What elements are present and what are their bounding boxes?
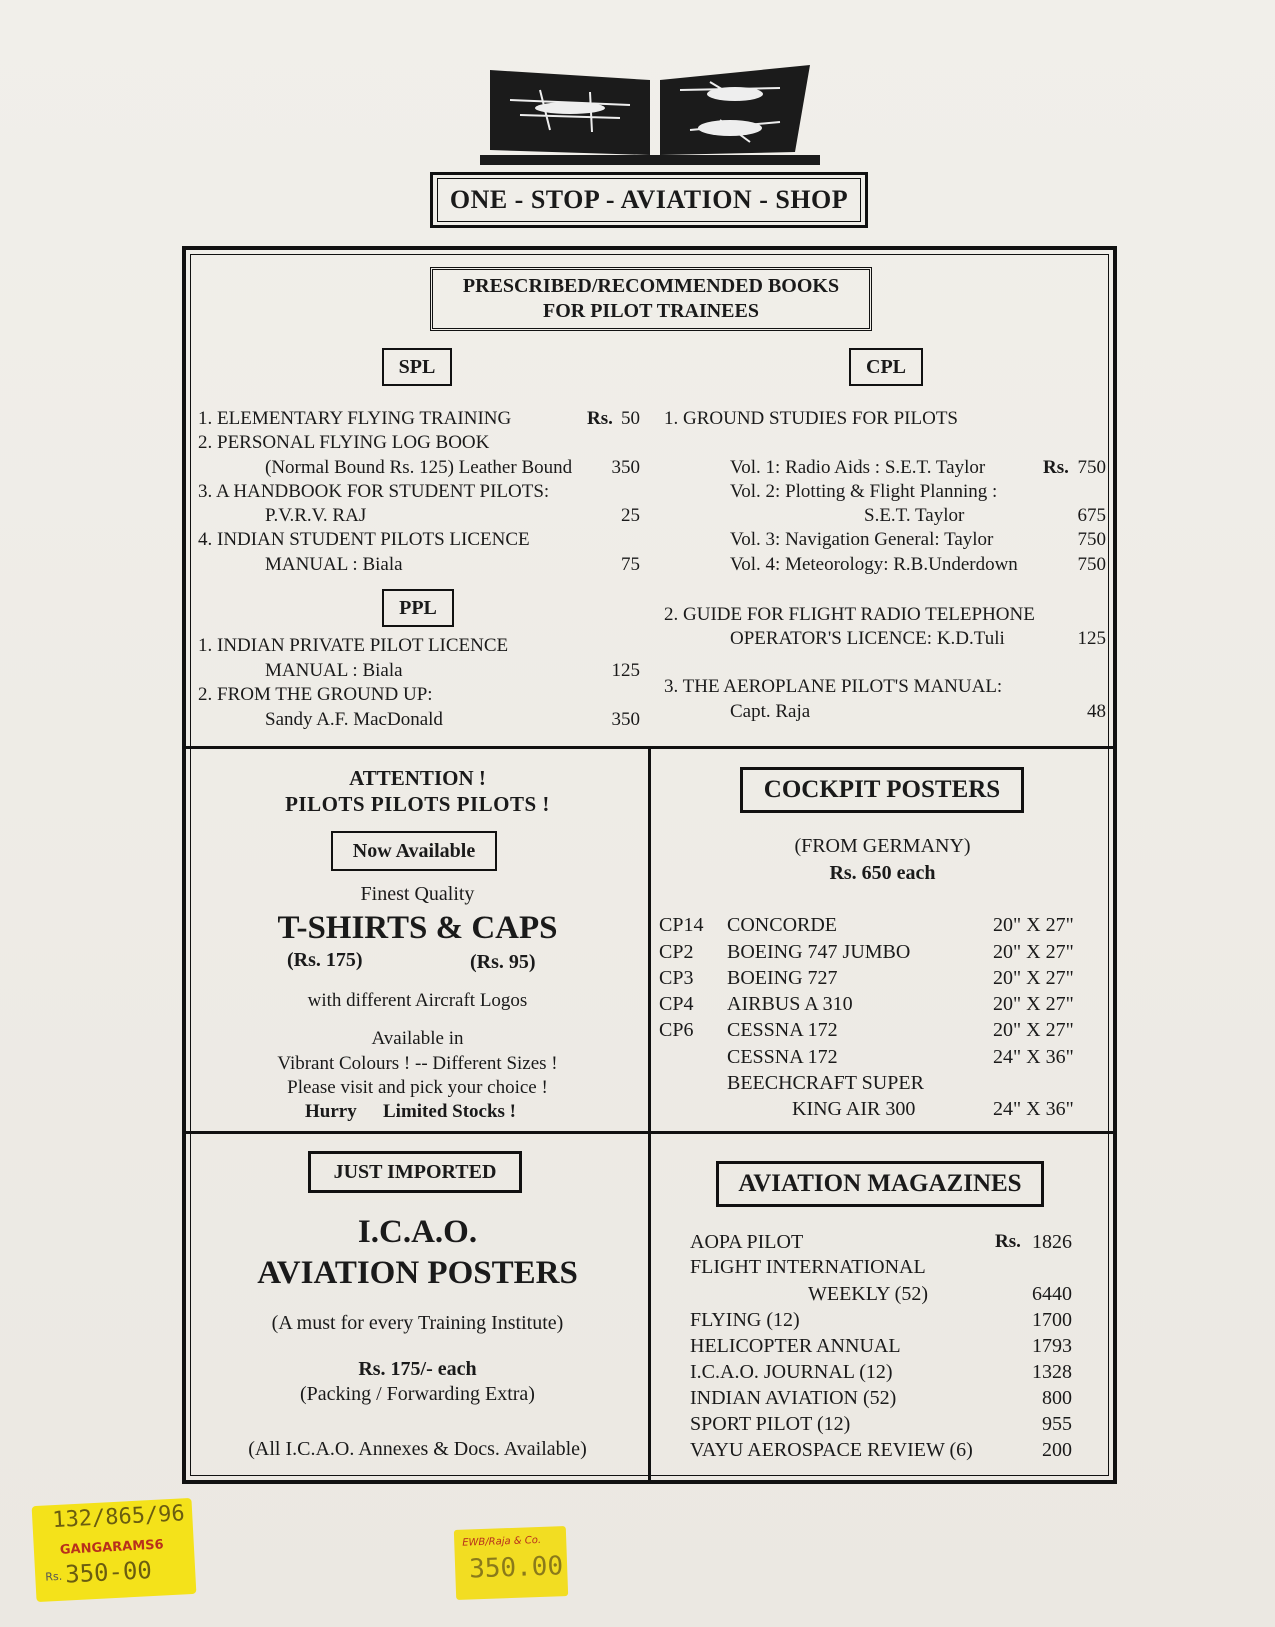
cpl-item-2: 2. GUIDE FOR FLIGHT RADIO TELEPHONE — [664, 604, 1035, 625]
cpl-item-2b: OPERATOR'S LICENCE: K.D.Tuli — [730, 628, 1005, 649]
spl-item-3: 3. A HANDBOOK FOR STUDENT PILOTS: — [198, 481, 550, 502]
cpl-label: CPL — [849, 348, 923, 386]
now-available-box: Now Available — [331, 831, 497, 871]
magazine-name: VAYU AEROSPACE REVIEW (6) — [690, 1439, 973, 1461]
poster-size: 20" X 27" — [993, 967, 1074, 989]
poster-name: KING AIR 300 — [792, 1098, 916, 1120]
spl-price-3: 25 — [621, 505, 640, 526]
magazine-price: 955 — [1042, 1413, 1072, 1435]
poster-size: 20" X 27" — [993, 1019, 1074, 1041]
magazine-price: 800 — [1042, 1387, 1072, 1409]
magazine-name: AOPA PILOT — [690, 1231, 804, 1253]
books-title-box — [430, 267, 872, 331]
price-sticker — [32, 1498, 197, 1602]
ppl-item-1b: MANUAL : Biala — [265, 660, 403, 681]
sticker-rs: Rs. — [44, 1569, 63, 1584]
mag-rs-prefix: Rs. — [995, 1231, 1021, 1252]
icao-annexes: (All I.C.A.O. Annexes & Docs. Available) — [248, 1438, 587, 1460]
magazine-price: 1700 — [1032, 1309, 1072, 1331]
sticker2-store: EWB/Raja & Co. — [462, 1534, 542, 1549]
tshirts-headline: T-SHIRTS & CAPS — [277, 910, 558, 946]
magazine-price: 6440 — [1032, 1283, 1072, 1305]
ppl-item-2b: Sandy A.F. MacDonald — [265, 709, 443, 730]
price-sticker-2 — [454, 1526, 568, 1600]
cpl-vol-2b: S.E.T. Taylor — [864, 505, 965, 526]
rs-prefix: Rs. — [587, 408, 613, 429]
shop-title-box — [430, 172, 868, 228]
poster-code: CP14 — [659, 914, 704, 936]
icao-line2: AVIATION POSTERS — [257, 1255, 578, 1291]
divider-vertical — [648, 746, 651, 1480]
ppl-item-1: 1. INDIAN PRIVATE PILOT LICENCE — [198, 635, 509, 656]
visit-text: Please visit and pick your choice ! — [287, 1077, 548, 1098]
cpl-vol-2-price: 675 — [1077, 505, 1106, 526]
poster-name: BEECHCRAFT SUPER — [727, 1072, 924, 1094]
poster-code: CP3 — [659, 967, 694, 989]
poster-code: CP2 — [659, 941, 694, 963]
limited-stocks: Limited Stocks ! — [383, 1101, 516, 1122]
poster-name: CONCORDE — [727, 914, 838, 936]
spl-item-3b: P.V.R.V. RAJ — [265, 505, 367, 526]
cpl-vol-2: Vol. 2: Plotting & Flight Planning : — [730, 481, 998, 502]
posters-origin: (FROM GERMANY) — [794, 835, 971, 857]
poster-size: 24" X 36" — [993, 1046, 1074, 1068]
icao-price: Rs. 175/- each — [358, 1358, 477, 1380]
magazine-price: 200 — [1042, 1439, 1072, 1461]
poster-name: CESSNA 172 — [727, 1046, 838, 1068]
icao-packing: (Packing / Forwarding Extra) — [300, 1383, 535, 1405]
magazine-name: WEEKLY (52) — [808, 1283, 928, 1305]
poster-name: AIRBUS A 310 — [727, 993, 853, 1015]
spl-item-1: 1. ELEMENTARY FLYING TRAINING — [198, 408, 512, 429]
tshirt-price: (Rs. 175) — [287, 949, 363, 971]
icao-must: (A must for every Training Institute) — [271, 1312, 564, 1334]
magazine-name: FLYING (12) — [690, 1309, 800, 1331]
magazine-price: 1328 — [1032, 1361, 1072, 1383]
magazine-name: INDIAN AVIATION (52) — [690, 1387, 897, 1409]
available-in: Available in — [371, 1028, 464, 1049]
rs-prefix-cpl: Rs. — [1043, 457, 1069, 478]
cpl-vol-4-price: 750 — [1077, 554, 1106, 575]
sticker-store: GANGARAMS6 — [59, 1537, 164, 1558]
cpl-item-2-price: 125 — [1077, 628, 1106, 649]
cpl-item-3: 3. THE AEROPLANE PILOT'S MANUAL: — [664, 676, 1003, 697]
spl-price-1: 50 — [621, 408, 640, 429]
magazine-price: 1793 — [1032, 1335, 1072, 1357]
cpl-vol-1: Vol. 1: Radio Aids : S.E.T. Taylor — [730, 457, 986, 478]
spl-price-2: 350 — [611, 457, 640, 478]
pilots-text: PILOTS PILOTS PILOTS ! — [285, 792, 550, 816]
spl-item-4b: MANUAL : Biala — [265, 554, 403, 575]
cpl-vol-1-price: 750 — [1077, 457, 1106, 478]
spl-item-2: 2. PERSONAL FLYING LOG BOOK — [198, 432, 490, 453]
books-title-line2: FOR PILOT TRAINEES — [543, 300, 759, 322]
hurry-text: Hurry — [305, 1101, 357, 1122]
finest-quality: Finest Quality — [360, 883, 475, 905]
poster-size: 24" X 36" — [993, 1098, 1074, 1120]
cpl-item-3-price: 48 — [1087, 701, 1106, 722]
aviation-magazines-title: AVIATION MAGAZINES — [716, 1161, 1044, 1207]
poster-name: CESSNA 172 — [727, 1019, 838, 1041]
poster-code: CP6 — [659, 1019, 694, 1041]
magazine-name: HELICOPTER ANNUAL — [690, 1335, 901, 1357]
poster-name: BOEING 747 JUMBO — [727, 941, 911, 963]
aircraft-logos: with different Aircraft Logos — [307, 990, 528, 1011]
cockpit-posters-title: COCKPIT POSTERS — [740, 767, 1024, 813]
sticker2-price: 350.00 — [468, 1551, 564, 1585]
shop-title: ONE - STOP - AVIATION - SHOP — [437, 178, 861, 222]
ppl-label: PPL — [382, 589, 454, 627]
cpl-item-1: 1. GROUND STUDIES FOR PILOTS — [664, 408, 958, 429]
vibrant-colours: Vibrant Colours ! -- Different Sizes ! — [277, 1053, 558, 1074]
poster-size: 20" X 27" — [993, 993, 1074, 1015]
poster-size: 20" X 27" — [993, 941, 1074, 963]
posters-price: Rs. 650 each — [829, 862, 936, 884]
magazine-price: 1826 — [1032, 1231, 1072, 1253]
poster-name: BOEING 727 — [727, 967, 838, 989]
spl-item-4: 4. INDIAN STUDENT PILOTS LICENCE — [198, 529, 530, 550]
spl-label: SPL — [382, 348, 452, 386]
cpl-vol-4: Vol. 4: Meteorology: R.B.Underdown — [730, 554, 1018, 575]
cpl-vol-3: Vol. 3: Navigation General: Taylor — [730, 529, 994, 550]
just-imported-box: JUST IMPORTED — [308, 1151, 522, 1193]
magazine-name: FLIGHT INTERNATIONAL — [690, 1256, 926, 1278]
ppl-price-2: 350 — [611, 709, 640, 730]
open-book-aircraft-logo — [480, 60, 830, 170]
icao-line1: I.C.A.O. — [357, 1214, 478, 1250]
magazine-name: I.C.A.O. JOURNAL (12) — [690, 1361, 893, 1383]
cpl-item-3b: Capt. Raja — [730, 701, 811, 722]
ppl-price-1: 125 — [611, 660, 640, 681]
sticker-price: 350-00 — [64, 1556, 153, 1589]
sticker-code: 132/865/96 — [51, 1501, 186, 1534]
cap-price: (Rs. 95) — [470, 951, 536, 973]
ppl-item-2: 2. FROM THE GROUND UP: — [198, 684, 433, 705]
cpl-vol-3-price: 750 — [1077, 529, 1106, 550]
books-title-line1: PRESCRIBED/RECOMMENDED BOOKS — [462, 275, 840, 297]
poster-code: CP4 — [659, 993, 694, 1015]
poster-size: 20" X 27" — [993, 914, 1074, 936]
magazine-name: SPORT PILOT (12) — [690, 1413, 851, 1435]
spl-price-4: 75 — [621, 554, 640, 575]
spl-item-2b: (Normal Bound Rs. 125) Leather Bound — [265, 457, 573, 478]
attention-text: ATTENTION ! — [349, 766, 486, 790]
